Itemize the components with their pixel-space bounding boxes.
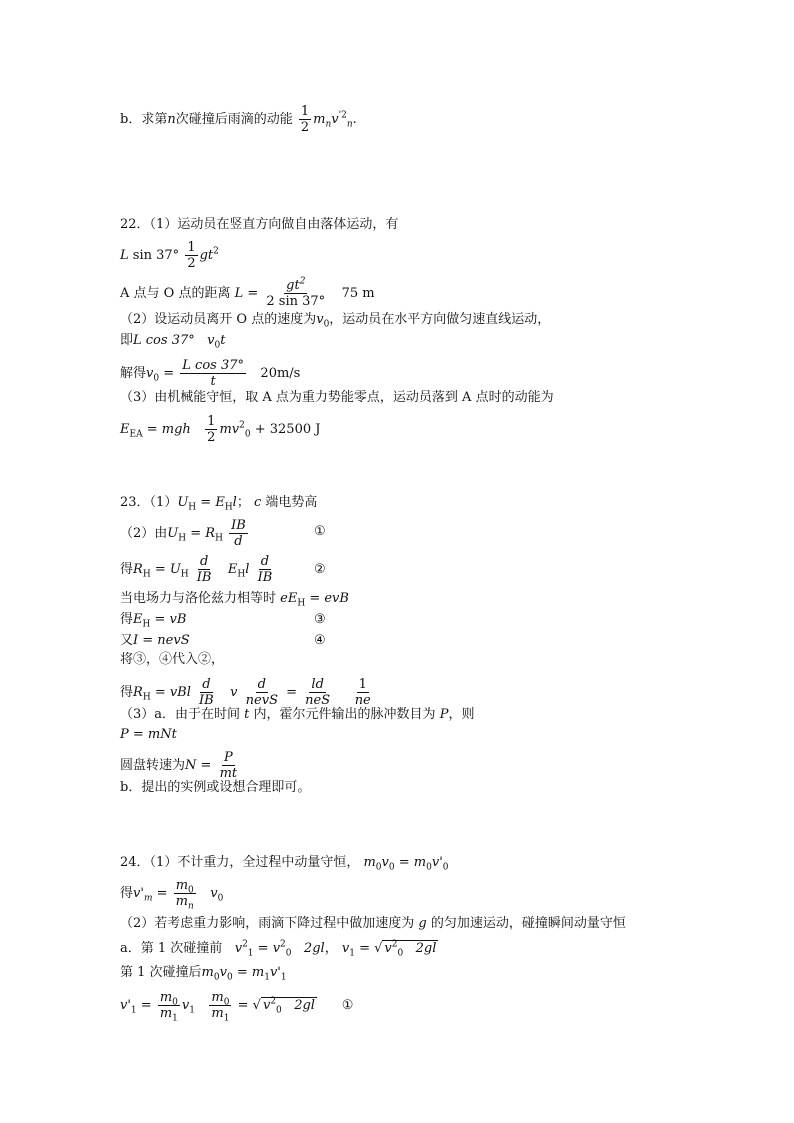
- sub: H: [142, 569, 151, 580]
- sub: 0: [285, 948, 292, 959]
- var: v: [210, 886, 218, 901]
- sub: EA: [129, 429, 143, 440]
- sup: '2: [338, 110, 347, 121]
- text: ，则: [448, 707, 475, 722]
- q22-jd: [120, 358, 300, 389]
- sub: H: [224, 502, 233, 513]
- denominator: [174, 894, 196, 912]
- denominator: [209, 1006, 231, 1024]
- var: m: [159, 990, 173, 1005]
- var: v': [133, 886, 144, 901]
- text: ，运动员在水平方向做匀速直线运动，: [329, 312, 551, 327]
- text: sin 37°: [132, 248, 180, 263]
- sub: H: [188, 502, 197, 513]
- sub: 0: [426, 862, 432, 873]
- q23-l8: [120, 677, 375, 708]
- sup: 2: [280, 939, 286, 950]
- q23-l7: 将③，④代入②，: [120, 652, 225, 667]
- fraction: [195, 554, 214, 585]
- var: v: [341, 941, 350, 956]
- var: 2gl: [415, 941, 437, 956]
- numerator: 1: [187, 240, 196, 255]
- sub: H: [142, 619, 151, 630]
- var-n: n: [167, 112, 176, 127]
- sub: 0: [217, 893, 224, 904]
- sub: n: [188, 901, 194, 912]
- sub: H: [180, 569, 189, 580]
- q24-l6: [120, 990, 354, 1024]
- var: gt: [199, 248, 214, 263]
- q24-l3: [120, 916, 626, 932]
- eq: = evB: [309, 591, 349, 606]
- text: ，: [324, 941, 338, 956]
- text: 23．（1）: [120, 495, 178, 510]
- var: E: [120, 422, 130, 437]
- var: v: [234, 941, 243, 956]
- q23-l9: [120, 707, 474, 723]
- sub: 0: [172, 997, 178, 1008]
- eq: L cos 37°: [133, 333, 195, 348]
- eq: = vB: [154, 612, 187, 627]
- sub: m: [143, 893, 153, 904]
- q23-l10: P = mNt: [120, 727, 177, 742]
- text: 得: [120, 685, 134, 700]
- fraction: [180, 358, 246, 389]
- sub: 0: [223, 997, 230, 1008]
- q24-l4: [120, 941, 438, 957]
- var: v: [219, 965, 227, 980]
- sub: H: [297, 598, 306, 609]
- sub: n: [325, 119, 332, 130]
- var: m: [159, 1006, 173, 1021]
- eq: = R: [190, 526, 216, 541]
- denominator: ne: [354, 693, 371, 708]
- var: v': [120, 998, 131, 1013]
- numerator: [209, 990, 231, 1006]
- denominator: 2: [187, 256, 196, 271]
- eq: N =: [185, 758, 212, 773]
- sqrt-expression: √ $v^2_0$ 2gl: [252, 996, 315, 1016]
- value: 20m/s: [260, 366, 301, 381]
- numerator: [158, 990, 180, 1006]
- text: （2）若考虑重力影响，雨滴下降过程中做加速度为: [120, 916, 415, 931]
- text: 第 1 次碰撞后: [120, 965, 202, 980]
- sup: 2: [270, 996, 277, 1007]
- denominator: nevS: [245, 693, 278, 708]
- sub: 0: [153, 373, 160, 384]
- var: L: [120, 248, 129, 263]
- q24-l5: [120, 965, 287, 981]
- q23-l1: [120, 495, 317, 511]
- q23-l12: b．提出的实例或设想合理即可。: [120, 780, 311, 795]
- fraction: [158, 990, 180, 1024]
- numerator: 1: [207, 414, 216, 429]
- fraction-half: [299, 104, 311, 135]
- sub: 1: [223, 1013, 230, 1024]
- eq: = U: [154, 562, 181, 577]
- sqrt-expression: √ $v^2_0$ 2gl: [374, 939, 437, 959]
- var: U: [167, 526, 179, 541]
- sub: 0: [244, 429, 251, 440]
- op: =: [156, 886, 168, 901]
- fraction: [205, 414, 217, 445]
- var: t: [244, 707, 250, 722]
- q22-part3: （3）由机械能守恒，取 A 点为重力势能零点，运动员落到 A 点时的动能为: [120, 390, 554, 405]
- var: v: [146, 366, 154, 381]
- numerator: $gt^2$: [286, 276, 306, 293]
- var: t: [220, 333, 226, 348]
- sub: 1: [247, 948, 254, 959]
- text: .: [352, 112, 357, 127]
- numerator: d: [260, 554, 270, 569]
- var: v: [381, 855, 389, 870]
- op: =: [359, 941, 370, 956]
- text: 的匀加速运动，碰撞瞬间动量守恒: [430, 916, 626, 931]
- radicand: [261, 996, 317, 1016]
- sup: 2: [239, 420, 245, 431]
- circle-2: ②: [314, 562, 326, 577]
- sub: 1: [172, 1013, 178, 1024]
- sub: 1: [189, 1005, 195, 1016]
- denominator: t: [210, 374, 216, 389]
- q24-l2: [120, 878, 224, 912]
- q22-part2: [120, 312, 550, 328]
- var: E: [227, 562, 238, 577]
- sub: H: [215, 533, 223, 544]
- op: =: [163, 366, 175, 381]
- var: m: [363, 855, 376, 870]
- var: l: [245, 562, 250, 577]
- fraction: [244, 677, 280, 708]
- q24-l1: [120, 855, 449, 871]
- var: m: [175, 878, 189, 893]
- denominator: mt: [219, 766, 238, 781]
- var: l: [232, 495, 237, 510]
- radicand: [382, 939, 438, 959]
- denominator: d: [234, 534, 243, 549]
- sub: 1: [349, 948, 355, 959]
- sub: 0: [214, 340, 221, 351]
- q22-eq1: L sin 37° $\frac{1}{2}$ $gt^2$: [120, 240, 219, 271]
- fraction: [353, 677, 373, 708]
- eq: = v: [257, 941, 281, 956]
- text: 内，霍尔元件输出的脉冲数目为: [253, 707, 436, 722]
- numerator: IB: [231, 518, 246, 533]
- numerator: P: [223, 750, 233, 765]
- fraction: [218, 750, 240, 781]
- denominator: 2 sin 37°: [266, 294, 326, 309]
- fraction: [229, 518, 248, 549]
- fraction: [174, 878, 196, 912]
- sub: 0: [397, 948, 404, 959]
- sup: 2: [391, 939, 398, 950]
- text: a．第 1 次碰撞前: [120, 941, 223, 956]
- text: 24．（1）不计重力，全过程中动量守恒，: [120, 855, 360, 870]
- text: 得: [120, 886, 134, 901]
- q22-eq2: [120, 278, 375, 309]
- var: v: [230, 685, 238, 700]
- var: E: [133, 612, 143, 627]
- text: 得: [120, 562, 134, 577]
- text: 次碰撞后雨滴的动能: [175, 112, 293, 127]
- q23-l3: [120, 554, 276, 585]
- numerator: d: [257, 677, 266, 692]
- var: v: [262, 998, 271, 1013]
- sub: 0: [388, 862, 395, 873]
- var: R: [133, 685, 143, 700]
- denominator: IB: [199, 693, 214, 708]
- text: ；: [236, 495, 250, 510]
- text: A 点与 O 点的距离: [120, 286, 231, 301]
- eq: = m: [398, 855, 427, 870]
- circle-1: ①: [341, 998, 354, 1013]
- op: =: [237, 998, 249, 1013]
- numerator: ld: [311, 677, 324, 692]
- fraction: [256, 554, 275, 585]
- q23-l2: [120, 518, 250, 549]
- var: P: [439, 707, 449, 722]
- var: v: [207, 333, 215, 348]
- denominator: IB: [257, 570, 273, 585]
- var: v: [181, 998, 190, 1013]
- sub: 1: [264, 972, 270, 983]
- eq: eE: [280, 591, 298, 606]
- sub: 0: [442, 862, 449, 873]
- text: 又: [120, 633, 134, 648]
- sub: H: [142, 692, 151, 703]
- eq: I = nevS: [133, 633, 190, 648]
- sub: H: [237, 569, 246, 580]
- var: m: [175, 894, 188, 909]
- circle-1: ①: [314, 524, 326, 539]
- sub: 1: [280, 972, 287, 983]
- var: m: [211, 990, 224, 1005]
- value: 75 m: [341, 286, 375, 301]
- numerator: [174, 878, 196, 894]
- sub: 0: [276, 1005, 282, 1016]
- q22-ji: [120, 333, 225, 349]
- eq: 2gl: [303, 941, 325, 956]
- var-v: v: [331, 112, 339, 127]
- text: （2）由: [120, 526, 168, 541]
- var: g: [418, 916, 427, 931]
- sub: 0: [226, 972, 233, 983]
- var: m: [201, 965, 214, 980]
- numerator: 1: [358, 677, 367, 692]
- text: （3）a．由于在时间: [120, 707, 241, 722]
- numerator: L cos 37°: [182, 358, 245, 373]
- sub: 0: [323, 319, 330, 330]
- sub: 0: [188, 885, 194, 896]
- numerator: d: [199, 554, 209, 569]
- denominator: 2: [300, 120, 310, 135]
- q22-title: 22．（1）运动员在竖直方向做自由落体运动，有: [120, 217, 399, 232]
- fraction: [197, 677, 216, 708]
- sub: n: [346, 119, 353, 130]
- var: v: [384, 941, 392, 956]
- var: v: [316, 312, 324, 327]
- q23-l4: [120, 591, 349, 607]
- eq: = m: [236, 965, 265, 980]
- denominator: IB: [196, 570, 212, 585]
- denominator: 2: [207, 430, 216, 445]
- var-m: m: [313, 112, 326, 127]
- q23-l6: [120, 633, 190, 649]
- q22-energy: [120, 414, 320, 445]
- op: =: [140, 998, 152, 1013]
- fraction: [264, 278, 327, 309]
- var: m: [211, 1006, 224, 1021]
- var: c: [254, 495, 262, 510]
- fraction: [185, 240, 197, 271]
- var: U: [177, 495, 189, 510]
- numerator: d: [202, 677, 211, 692]
- numerator: 1: [300, 104, 310, 119]
- text: 当电场力与洛伦兹力相等时: [120, 591, 277, 606]
- text: （2）设运动员离开 O 点的速度为: [120, 312, 317, 327]
- circle-3: ③: [314, 612, 326, 627]
- op: =: [286, 685, 298, 700]
- text: 即: [120, 333, 134, 348]
- sub: 0: [375, 862, 382, 873]
- text: 解得: [120, 366, 147, 381]
- var: v': [431, 855, 443, 870]
- var: v': [269, 965, 281, 980]
- sub: H: [178, 533, 187, 544]
- eq: = mgh: [146, 422, 191, 437]
- value: + 32500 J: [254, 422, 321, 437]
- q23-l11: [120, 750, 241, 781]
- fraction: [209, 990, 231, 1024]
- text: gt: [286, 278, 300, 293]
- q23-l5: [120, 612, 186, 628]
- sup: 2: [242, 939, 248, 950]
- denominator: neS: [305, 693, 331, 708]
- var: mv: [219, 422, 240, 437]
- line-21b: [120, 104, 357, 135]
- var: L =: [234, 286, 259, 301]
- text: 圆盘转速为: [120, 758, 186, 773]
- text: b．求第: [120, 112, 168, 127]
- var: R: [133, 562, 143, 577]
- eq: = E: [200, 495, 225, 510]
- text: 端电势高: [265, 495, 318, 510]
- var: 2gl: [294, 998, 315, 1013]
- eq: = vBl: [154, 685, 191, 700]
- sub: 1: [130, 1005, 137, 1016]
- circle-4: ④: [314, 633, 326, 648]
- sub: 0: [213, 972, 220, 983]
- denominator: [158, 1006, 180, 1024]
- fraction: [303, 677, 332, 708]
- text: 得: [120, 612, 134, 627]
